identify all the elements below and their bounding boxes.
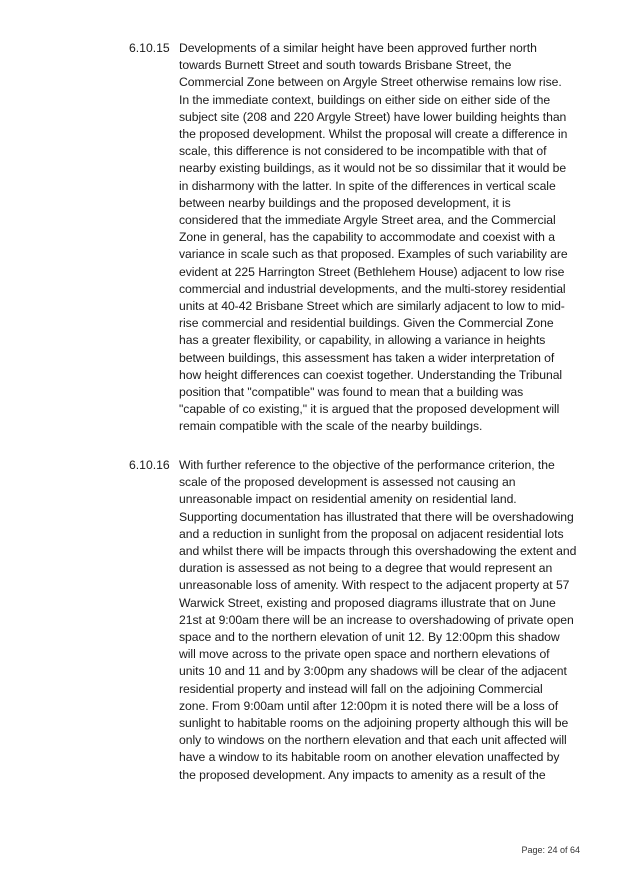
text-line: sunlight to habitable rooms on the adjoining property although this will be xyxy=(179,716,569,731)
text-line: Supporting documentation has illustrated that there will be overshadowing xyxy=(179,509,574,524)
text-line: "capable of co existing," it is argued that the proposed development will xyxy=(179,402,560,417)
text-line: evident at 225 Harrington Street (Bethlehem House) adjacent to low rise xyxy=(179,264,565,279)
text-line: the proposed development. Any impacts to amenity as a result of the xyxy=(179,767,546,782)
text-line: between nearby buildings and the proposed development, it is xyxy=(179,195,511,210)
clause-text xyxy=(179,457,579,784)
text-line: towards Burnett Street and south towards Brisbane Street, the xyxy=(179,58,512,73)
page-number-footer: Page: 24 of 64 xyxy=(521,845,580,855)
text-line: has a greater flexibility, or capability, in allowing a variance in heights xyxy=(179,333,546,348)
text-line: Zone in general, has the capability to accommodate and coexist with a xyxy=(179,230,555,245)
text-line: rise commercial and residential buildings. Given the Commercial Zone xyxy=(179,316,554,331)
text-line: unreasonable impact on residential amenity on residential land. xyxy=(179,492,517,507)
text-line: the proposed development. Whilst the proposal will create a difference in xyxy=(179,127,568,142)
text-line: scale of the proposed development is assessed not causing an xyxy=(179,475,516,490)
text-line: will move across to the private open space and northern elevations of xyxy=(179,647,550,662)
text-line: unreasonable loss of amenity. With respect to the adjacent property at 57 xyxy=(179,578,570,593)
clause-text xyxy=(179,40,579,436)
text-line: considered that the immediate Argyle Street area, and the Commercial xyxy=(179,213,556,228)
text-line: variance in scale such as that proposed. Examples of such variability are xyxy=(179,247,568,262)
text-line: scale, this difference is not considered to be incompatible with that of xyxy=(179,144,547,159)
clause-number: 6.10.15 xyxy=(129,41,170,55)
text-line: With further reference to the objective of the performance criterion, the xyxy=(179,458,555,472)
text-line: how height differences can coexist together. Understanding the Tribunal xyxy=(179,367,563,382)
text-line: commercial and industrial developments, and the multi-storey residential xyxy=(179,281,566,296)
text-line: zone. From 9:00am until after 12:00pm it is noted there will be a loss of xyxy=(179,698,559,713)
text-line: duration is assessed as not being to a degree that would represent an xyxy=(179,561,553,576)
text-line: 21st at 9:00am there will be an increase to overshadowing of private open xyxy=(179,612,574,627)
text-line: nearby existing buildings, as it would not be so dissimilar that it would be xyxy=(179,161,567,176)
text-line: Commercial Zone between on Argyle Street otherwise remains low rise. xyxy=(179,75,562,90)
text-line: residential property and instead will fall on the adjoining Commercial xyxy=(179,681,543,696)
text-line: have a window to its habitable room on another elevation unaffected by xyxy=(179,750,560,765)
text-line: remain compatible with the scale of the nearby buildings. xyxy=(179,419,483,434)
text-line: only to windows on the northern elevation and that each unit affected will xyxy=(179,733,567,748)
text-line: units 10 and 11 and by 3:00pm any shadows will be clear of the adjacent xyxy=(179,664,567,679)
text-line: units at 40-42 Brisbane Street which are similarly adjacent to low to mid- xyxy=(179,299,565,314)
text-line: in disharmony with the latter. In spite of the differences in vertical scale xyxy=(179,178,556,193)
text-line: and a reduction in sunlight from the proposal on adjacent residential lots xyxy=(179,526,564,541)
text-line: between buildings, this assessment has taken a wider interpretation of xyxy=(179,350,555,365)
clause-number: 6.10.16 xyxy=(129,458,170,472)
text-line: and whilst there will be impacts through this overshadowing the extent and xyxy=(179,544,577,559)
text-line: space and to the northern elevation of unit 12. By 12:00pm this shadow xyxy=(179,630,560,645)
text-line: In the immediate context, buildings on either side on either side of the xyxy=(179,92,551,107)
text-line: Warwick Street, existing and proposed diagrams illustrate that on June xyxy=(179,595,556,610)
text-line: subject site (208 and 220 Argyle Street) have lower building heights than xyxy=(179,109,567,124)
text-line: Developments of a similar height have been approved further north xyxy=(179,41,537,55)
text-line: position that "compatible" was found to mean that a building was xyxy=(179,385,524,400)
